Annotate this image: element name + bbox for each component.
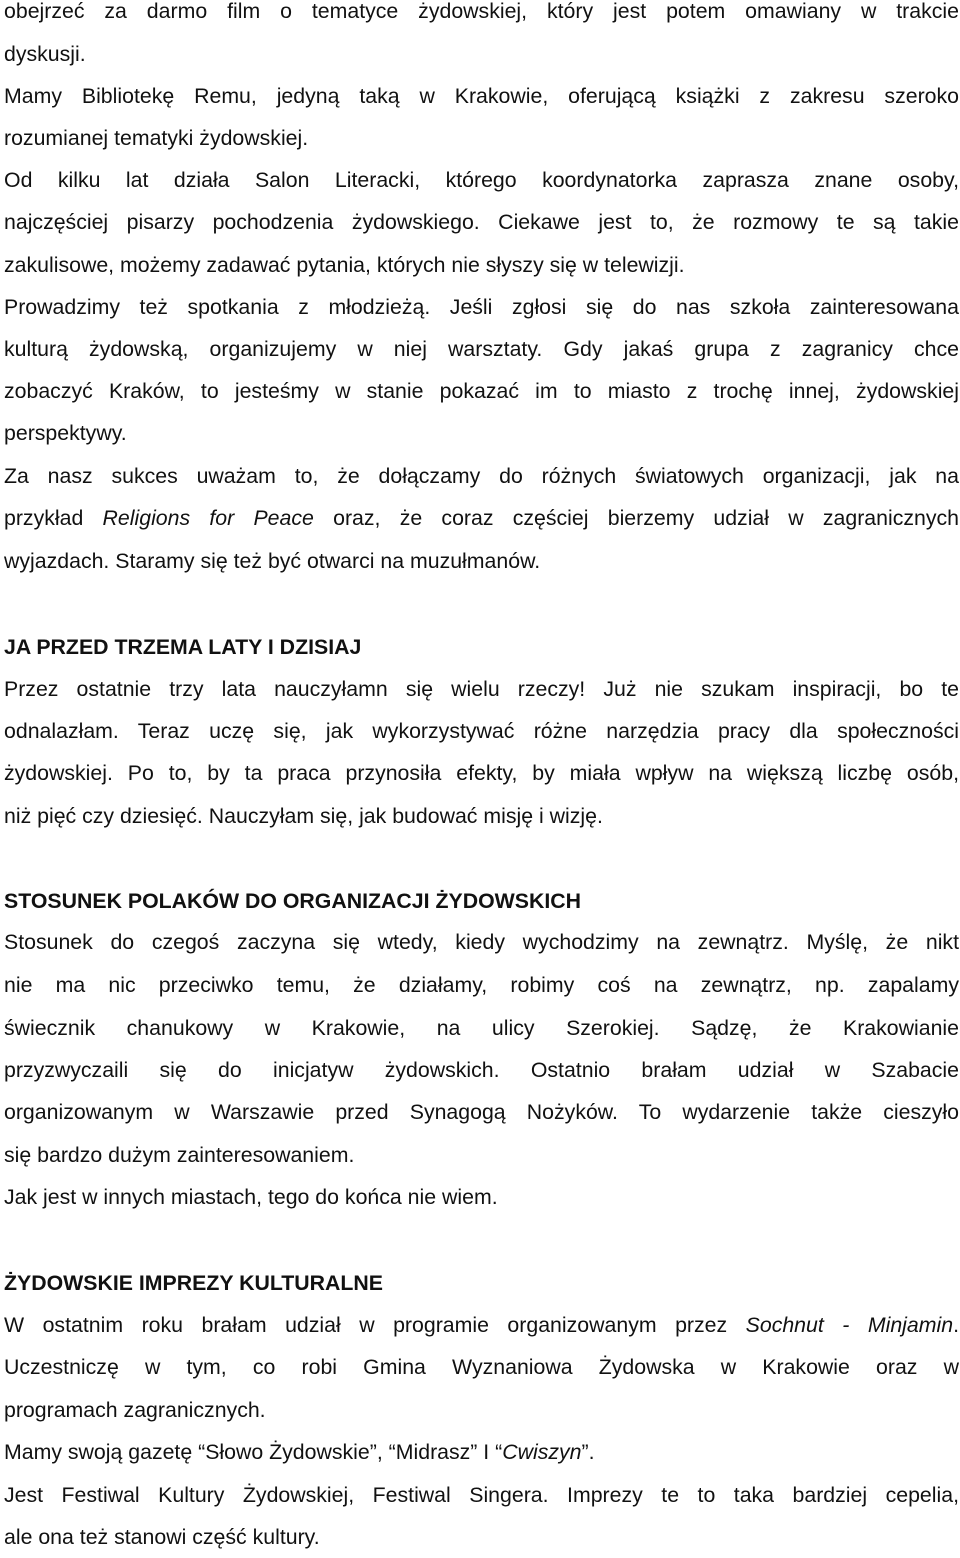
- text-segment: nie ma nic przeciwko temu, że działamy, robimy coś na zewnątrz, np. zapalamy: [4, 973, 959, 997]
- text-segment: Jest Festiwal Kultury Żydowskiej, Festiwal Singera. Imprezy te to taka bardziej cepelia,: [4, 1483, 959, 1507]
- text-line: [4, 75, 959, 117]
- text-segment: Przez ostatnie trzy lata nauczyłamn się wielu rzeczy! Już nie szukam inspiracji, bo te: [4, 677, 959, 701]
- text-segment: programach zagranicznych.: [4, 1398, 266, 1422]
- text-line: [4, 497, 959, 539]
- text-line: [4, 1049, 959, 1091]
- text-segment: ”.: [581, 1440, 595, 1464]
- text-line: [4, 795, 959, 837]
- italic-text: Religions for Peace: [102, 506, 314, 530]
- text-line: [4, 540, 959, 582]
- section-heading: [4, 1262, 959, 1304]
- text-segment: dyskusji.: [4, 42, 86, 66]
- text-segment: organizowanym w Warszawie przed Synagogą Nożyków. To wydarzenie także cieszyło: [4, 1100, 959, 1124]
- text-segment: zobaczyć Kraków, to jesteśmy w stanie pokazać im to miasto z trochę innej, żydowskiej: [4, 379, 959, 403]
- text-line: [4, 668, 959, 710]
- text-segment: oraz, że coraz częściej bierzemy udział w zagranicznych: [313, 506, 959, 530]
- text-line: [4, 201, 959, 243]
- text-segment: STOSUNEK POLAKÓW DO ORGANIZACJI ŻYDOWSKICH: [4, 889, 582, 913]
- text-line: [4, 1431, 959, 1473]
- text-segment: przykład: [4, 506, 103, 530]
- text-line: [4, 455, 959, 497]
- text-line: [4, 0, 959, 32]
- text-line: [4, 1389, 959, 1431]
- text-line: [4, 244, 959, 286]
- text-segment: W ostatnim roku brałam udział w programie organizowanym przez: [4, 1313, 746, 1337]
- text-line: [4, 117, 959, 159]
- text-line: [4, 1516, 959, 1558]
- text-segment: ŻYDOWSKIE IMPREZY KULTURALNE: [4, 1271, 384, 1295]
- text-segment: ale ona też stanowi część kultury.: [4, 1525, 320, 1549]
- text-segment: perspektywy.: [4, 421, 127, 445]
- text-line: [4, 412, 959, 454]
- text-segment: Stosunek do czegoś zaczyna się wtedy, kiedy wychodzimy na zewnątrz. Myślę, że nikt: [4, 930, 959, 954]
- text-line: [4, 752, 959, 794]
- text-segment: odnalazłam. Teraz uczę się, jak wykorzystywać różne narzędzia pracy dla społeczności: [4, 719, 959, 743]
- text-line: [4, 710, 959, 752]
- text-line: [4, 1134, 959, 1176]
- text-segment: niż pięć czy dziesięć. Nauczyłam się, jak budować misję i wizję.: [4, 804, 603, 828]
- text-line: [4, 1304, 959, 1346]
- text-segment: Uczestniczę w tym, co robi Gmina Wyznaniowa Żydowska w Krakowie oraz w: [4, 1355, 959, 1379]
- text-line: [4, 370, 959, 412]
- text-segment: JA PRZED TRZEMA LATY I DZISIAJ: [4, 635, 362, 659]
- text-line: [4, 159, 959, 201]
- text-line: [4, 286, 959, 328]
- text-segment: obejrzeć za darmo film o tematyce żydowskiej, który jest potem omawiany w trakcie: [4, 0, 959, 23]
- text-segment: wyjazdach. Staramy się też być otwarci na muzułmanów.: [4, 549, 541, 573]
- text-line: [4, 1346, 959, 1388]
- text-line: [4, 921, 959, 963]
- text-segment: świecznik chanukowy w Krakowie, na ulicy Szerokiej. Sądzę, że Krakowianie: [4, 1016, 959, 1040]
- italic-text: Sochnut - Minjamin: [745, 1313, 954, 1337]
- text-segment: rozumianej tematyki żydowskiej.: [4, 126, 309, 150]
- text-segment: najczęściej pisarzy pochodzenia żydowskiego. Ciekawe jest to, że rozmowy te są takie: [4, 210, 959, 234]
- text-segment: żydowskiej. Po to, by ta praca przynosiła efekty, by miała wpływ na większą liczbę osób,: [4, 761, 959, 785]
- text-segment: zakulisowe, możemy zadawać pytania, których nie słyszy się w telewizji.: [4, 253, 685, 277]
- text-segment: kulturą żydowską, organizujemy w niej warsztaty. Gdy jakaś grupa z zagranicy chce: [4, 337, 959, 361]
- text-line: [4, 1474, 959, 1516]
- text-line: [4, 1176, 959, 1218]
- text-line: [4, 33, 959, 75]
- text-segment: Mamy Bibliotekę Remu, jedyną taką w Krakowie, oferującą książki z zakresu szeroko: [4, 84, 959, 108]
- text-segment: przyzwyczaili się do inicjatyw żydowskich. Ostatnio brałam udział w Szabacie: [4, 1058, 959, 1082]
- text-segment: Za nasz sukces uważam to, że dołączamy do różnych światowych organizacji, jak na: [4, 464, 959, 488]
- text-segment: Od kilku lat działa Salon Literacki, którego koordynatorka zaprasza znane osoby,: [4, 168, 959, 192]
- text-segment: się bardzo dużym zainteresowaniem.: [4, 1143, 355, 1167]
- text-line: [4, 964, 959, 1006]
- text-segment: Jak jest w innych miastach, tego do końca nie wiem.: [4, 1185, 498, 1209]
- text-segment: .: [953, 1313, 959, 1337]
- text-line: [4, 1007, 959, 1049]
- italic-text: Cwiszyn: [502, 1440, 582, 1464]
- section-heading: [4, 880, 959, 922]
- text-segment: Mamy swoją gazetę “Słowo Żydowskie”, “Midrasz” I “: [4, 1440, 503, 1464]
- section-heading: [4, 626, 959, 668]
- text-line: [4, 1091, 959, 1133]
- text-segment: Prowadzimy też spotkania z młodzieżą. Jeśli zgłosi się do nas szkoła zainteresowana: [4, 295, 959, 319]
- text-line: [4, 328, 959, 370]
